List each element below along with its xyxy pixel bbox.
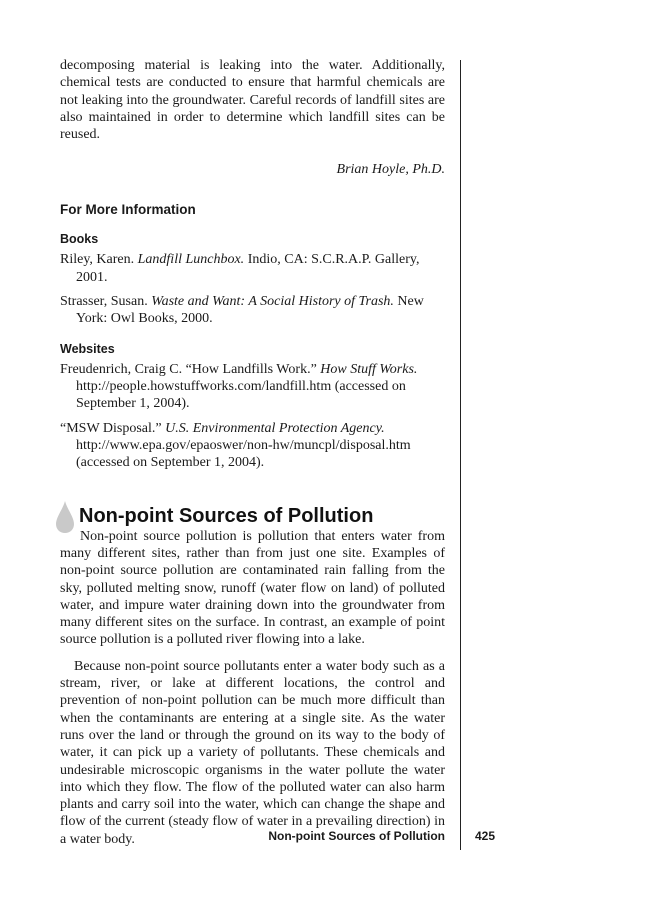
book-reference: Strasser, Susan. Waste and Want: A Social History of Trash. New York: Owl Books, 2000. bbox=[60, 293, 424, 327]
water-drop-icon bbox=[55, 500, 75, 534]
page-number: 425 bbox=[475, 829, 496, 843]
text-column bbox=[60, 57, 445, 848]
website-reference: Freudenrich, Craig C. “How Landfills Work.” How Stuff Works. http://people.howstuffworks.com/landfill.htm (accessed on September 1, 2004). bbox=[60, 361, 418, 412]
vertical-rule bbox=[460, 60, 461, 850]
websites-heading: Websites bbox=[60, 341, 115, 356]
intro-paragraph: decomposing material is leaking into the water. Additionally, chemical tests are conducted to ensure that harmful chemicals are not leaking into the groundwater. Careful records of landfill sites are also maintained in order to determine which landfill sites can be reused. bbox=[60, 58, 445, 143]
author-signature: Brian Hoyle, Ph.D. bbox=[336, 162, 445, 178]
book-reference: Riley, Karen. Landfill Lunchbox. Indio, CA: S.C.R.A.P. Gallery, 2001. bbox=[60, 252, 420, 285]
running-footer-title: Non-point Sources of Pollution bbox=[268, 829, 445, 843]
more-info-heading: For More Information bbox=[60, 201, 196, 217]
section-paragraph: Non-point source pollution is pollution that enters water from many different sites, rather than from just one site. Examples of non-point source pollution are contaminated rain falling from the sky, polluted melting snow, runoff (water flow on land) of polluted water, and impure water draining down into the groundwater from many different sites on the surface. In contrast, an example of point source pollution is a polluted river flowing into a lake. bbox=[60, 528, 445, 648]
section-non-point-sources bbox=[60, 504, 445, 848]
website-reference: “MSW Disposal.” U.S. Environmental Protection Agency. http://www.epa.gov/epaoswer/non-hw/muncpl/disposal.htm (accessed on September 1, 2004). bbox=[60, 420, 411, 471]
section-paragraph: Because non-point source pollutants enter a water body such as a stream, river, or lake at different locations, the control and prevention of non-point pollution can be much more difficult than when the contaminants are entering at a single site. As the water runs over the land or through the ground on its way to the body of water, it can pick up a variety of pollutants. These chemicals and undesirable microscopic organisms in the water pollute the water into which they flow. The flow of the polluted water can also harm plants and carry soil into the water, which can change the shape and flow of the current (steady flow of water in a prevailing direction) in a water body. bbox=[60, 658, 445, 847]
books-heading: Books bbox=[60, 232, 99, 247]
section-title: Non-point Sources of Pollution bbox=[79, 504, 374, 527]
page-footer bbox=[0, 829, 672, 847]
